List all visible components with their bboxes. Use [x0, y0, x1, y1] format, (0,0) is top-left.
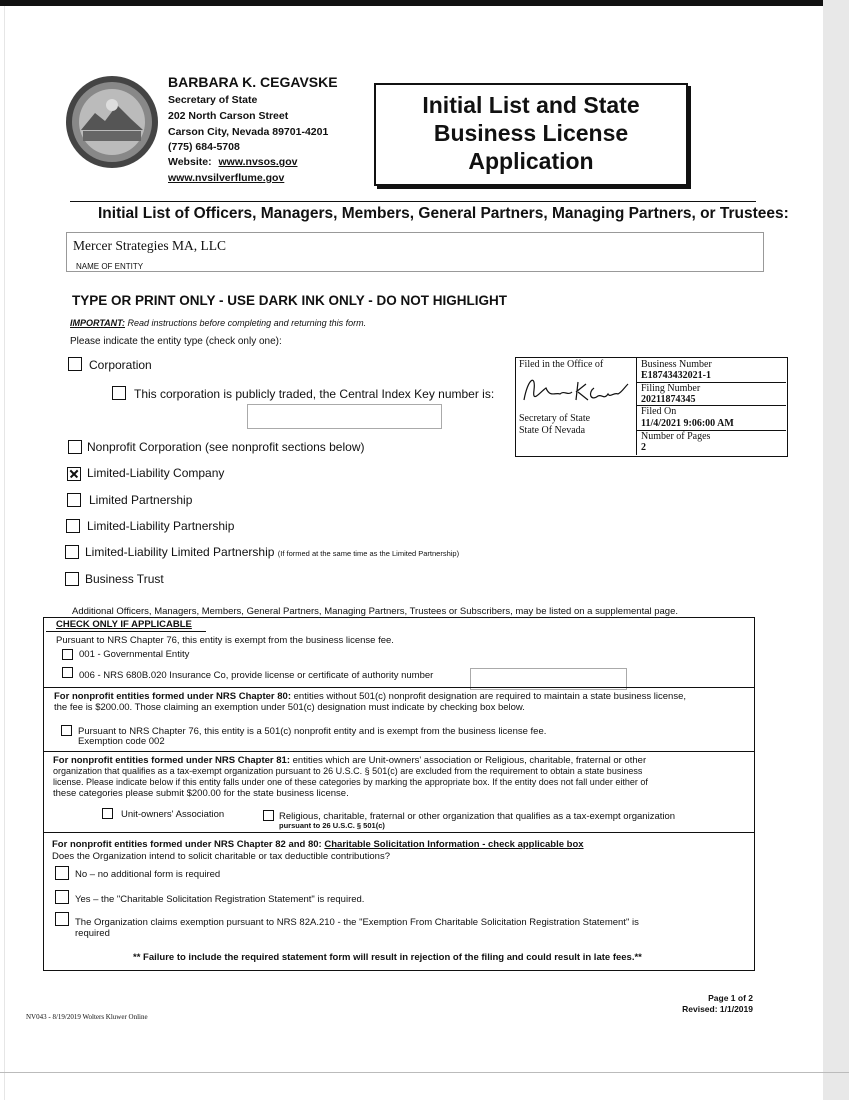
ch81-text2: organization that qualifies as a tax-exempt organization pursuant to 26 U.S.C. § 501(c) are excluded from the requirement to obtain a state business [53, 766, 643, 776]
governmental-entity-label: 001 - Governmental Entity [79, 649, 190, 660]
ch81-text1: entities which are Unit-owners' association or Religious, charitable, fraternal or other [290, 755, 647, 766]
ch82-link: Charitable Solicitation Information - check applicable box [324, 839, 584, 850]
title-line-3: Application [468, 148, 594, 174]
ch80-option-line2: Exemption code 002 [78, 736, 165, 747]
pages-label: Number of Pages [641, 431, 711, 442]
filed-in-office-label: Filed in the Office of [519, 359, 604, 370]
important-label: IMPORTANT: [70, 318, 125, 328]
important-text: Read instructions before completing and returning this form. [127, 318, 367, 328]
religious-org-checkbox[interactable] [263, 810, 274, 821]
solicit-no-checkbox[interactable] [55, 866, 69, 880]
lp-label: Limited Partnership [89, 493, 193, 507]
check-heading: CHECK ONLY IF APPLICABLE [56, 619, 192, 630]
ch80-text1: entities without 501(c) nonprofit designation are required to maintain a state business license, [291, 691, 687, 702]
llc-checkbox[interactable] [67, 467, 81, 481]
nevada-seal-icon [65, 75, 159, 169]
secretary-name: BARBARA K. CEGAVSKE [168, 74, 338, 90]
signature [518, 370, 630, 410]
scan-margin [823, 0, 849, 1100]
ch81-text3: license. Please indicate below if this entity falls under one of these categories by marking the appropriate box. If the entity does not fall under either of [53, 777, 648, 787]
failure-warning: ** Failure to include the required statement form will result in rejection of the filing and could result in late fees.** [133, 952, 642, 963]
solicit-exempt-checkbox[interactable] [55, 912, 69, 926]
publicly-traded-checkbox[interactable] [112, 386, 126, 400]
insurance-co-label: 006 - NRS 680B.020 Insurance Co, provide license or certificate of authority number [79, 670, 434, 681]
cik-number-input[interactable] [247, 404, 442, 429]
city-address: Carson City, Nevada 89701-4201 [168, 126, 329, 138]
important-note [70, 318, 366, 328]
phone-number: (775) 684-5708 [168, 141, 240, 153]
business-number-label: Business Number [641, 359, 712, 370]
ch81-paragraph [53, 755, 646, 766]
nonprofit-label: Nonprofit Corporation (see nonprofit sections below) [87, 440, 365, 454]
corporation-label: Corporation [89, 358, 152, 372]
llp-label: Limited-Liability Partnership [87, 519, 235, 533]
office-title: Secretary of State [168, 94, 258, 106]
website-link-silverflume[interactable]: www.nvsilverflume.gov [168, 172, 285, 184]
solicit-exempt-line1: The Organization claims exemption pursuant to NRS 82A.210 - the "Exemption From Charitable Solicitation Registration Statement" is [75, 917, 639, 928]
pages-count: 2 [641, 442, 646, 453]
type-instructions: TYPE OR PRINT ONLY - USE DARK INK ONLY - DO NOT HIGHLIGHT [72, 293, 508, 308]
business-trust-checkbox[interactable] [65, 572, 79, 586]
corporation-checkbox[interactable] [68, 357, 82, 371]
website-row [168, 156, 297, 168]
llc-label: Limited-Liability Company [87, 466, 225, 480]
religious-org-sublabel: pursuant to 26 U.S.C. § 501(c) [279, 821, 385, 830]
lllp-note: (If formed at the same time as the Limited Partnership) [277, 549, 460, 558]
revised-date: Revised: 1/1/2019 [682, 1004, 753, 1014]
ch82-heading: For nonprofit entities formed under NRS Chapter 82 and 80: [52, 839, 322, 850]
solicit-yes-label: Yes – the "Charitable Solicitation Registration Statement" is required. [75, 894, 365, 905]
lllp-text: Limited-Liability Limited Partnership [85, 545, 275, 559]
footer-page-info [650, 993, 753, 1015]
top-border [0, 0, 849, 6]
publicly-traded-label: This corporation is publicly traded, the Central Index Key number is: [134, 387, 495, 401]
title-line-1: Initial List and State [422, 92, 640, 118]
website-link-nvsos[interactable]: www.nvsos.gov [218, 156, 298, 168]
ch82-heading-row [52, 839, 584, 850]
footer-form-id: NV043 - 8/19/2019 Wolters Kluwer Online [26, 1013, 148, 1021]
solicit-yes-checkbox[interactable] [55, 890, 69, 904]
divider [70, 201, 756, 202]
nrs76-text: Pursuant to NRS Chapter 76, this entity is exempt from the business license fee. [56, 635, 394, 646]
ch80-exempt-checkbox[interactable] [61, 725, 72, 736]
unit-owners-label: Unit-owners' Association [121, 809, 225, 820]
filing-number-label: Filing Number [641, 383, 701, 394]
filing-number: 20211874345 [641, 394, 696, 405]
secretary-label: Secretary of State [519, 413, 591, 424]
nonprofit-checkbox[interactable] [68, 440, 82, 454]
ch81-text4: these categories please submit $200.00 for the state business license. [53, 788, 349, 799]
solicit-exempt-line2: required [75, 928, 110, 939]
ch80-option-line1: Pursuant to NRS Chapter 76, this entity is a 501(c) nonprofit entity and is exempt from the business license fee. [78, 726, 547, 737]
lllp-label [85, 545, 459, 559]
lllp-checkbox[interactable] [65, 545, 79, 559]
entity-name-value: Mercer Strategies MA, LLC [73, 238, 226, 253]
entity-type-prompt: Please indicate the entity type (check only one): [70, 336, 282, 347]
llp-checkbox[interactable] [66, 519, 80, 533]
entity-name-label: NAME OF ENTITY [76, 262, 144, 271]
form-title-box [374, 83, 688, 186]
filed-on-date: 11/4/2021 9:06:00 AM [641, 418, 734, 429]
street-address: 202 North Carson Street [168, 110, 289, 122]
title-line-2: Business License [433, 120, 629, 146]
ch81-heading: For nonprofit entities formed under NRS Chapter 81: [53, 755, 290, 766]
ch80-heading: For nonprofit entities formed under NRS Chapter 80: [54, 691, 291, 702]
governmental-entity-checkbox[interactable] [62, 649, 73, 660]
section-subtitle: Initial List of Officers, Managers, Members, General Partners, Managing Partners, or Trustees: [98, 205, 789, 222]
state-label: State Of Nevada [519, 425, 586, 436]
additional-officers-note: Additional Officers, Managers, Members, General Partners, Managing Partners, Trustees or Subscribers, may be listed on a supplemental page. [72, 606, 679, 617]
lp-checkbox[interactable] [67, 493, 81, 507]
unit-owners-checkbox[interactable] [102, 808, 113, 819]
page-number: Page 1 of 2 [708, 993, 753, 1003]
business-number: E18743432021-1 [641, 370, 711, 381]
ch80-text2: the fee is $200.00. Those claiming an exemption under 501(c) designation must indicate by checking box below. [54, 702, 525, 713]
website-label: Website: [168, 156, 212, 168]
ch82-question: Does the Organization intend to solicit charitable or tax deductible contributions? [52, 851, 390, 862]
ch80-paragraph [54, 691, 686, 702]
religious-org-label: Religious, charitable, fraternal or other organization that qualifies as a tax-exempt organization [279, 811, 676, 822]
business-trust-label: Business Trust [85, 572, 164, 586]
solicit-no-label: No – no additional form is required [75, 869, 221, 880]
insurance-co-checkbox[interactable] [62, 667, 73, 678]
filed-on-label: Filed On [641, 406, 677, 417]
